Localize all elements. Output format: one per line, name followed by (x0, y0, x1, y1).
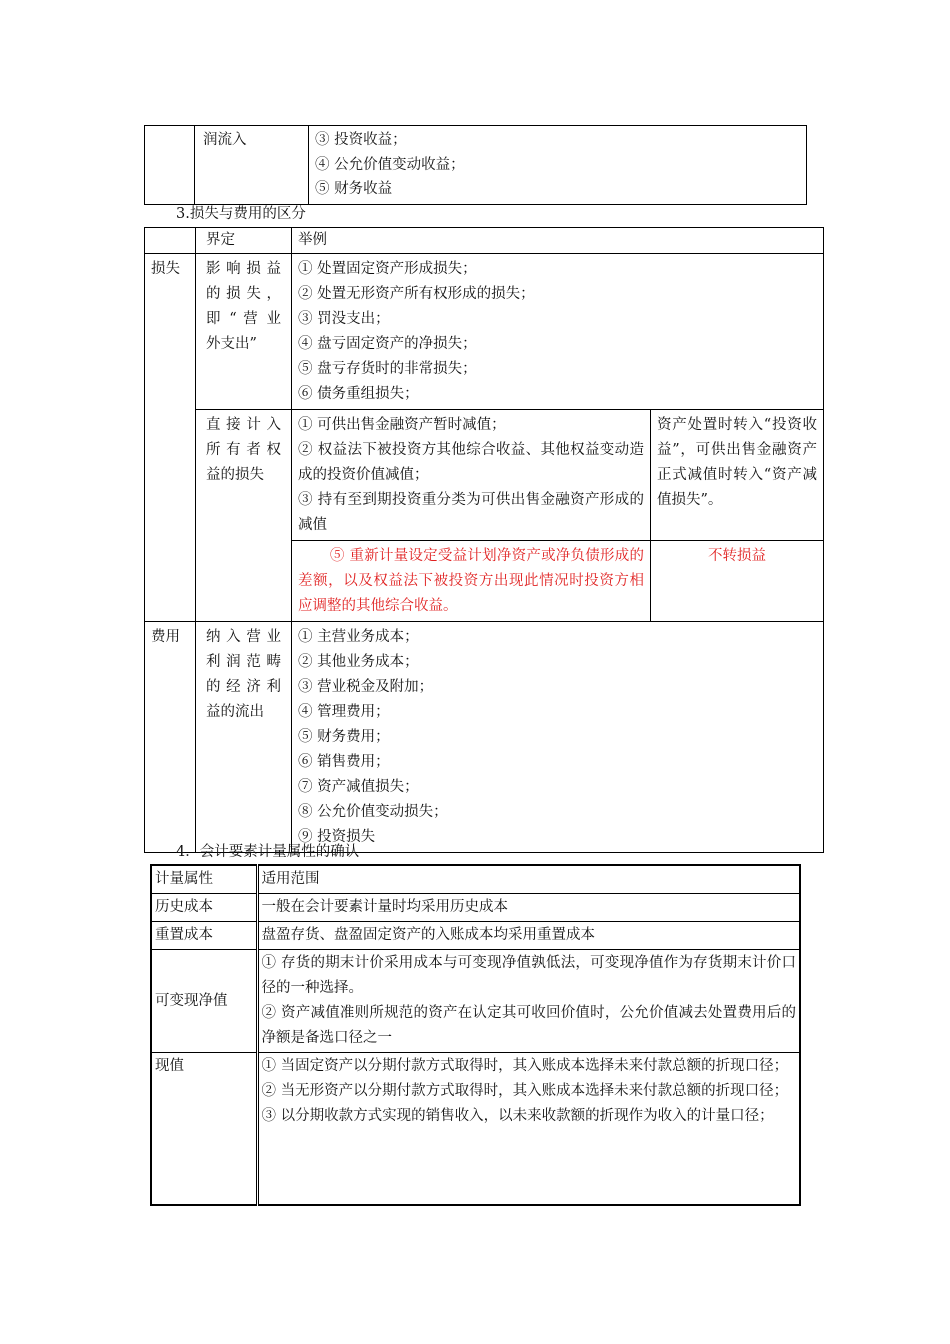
list-item: ② 其他业务成本； (298, 654, 419, 670)
table-row-name: 历史成本 (151, 894, 257, 922)
list-item: ③ 营业税金及附加； (298, 679, 434, 695)
table-row-text: ① 存货的期末计价采用成本与可变现净值孰低法，可变现净值作为存货期末计价口径的一种选择。 ② 资产减值准则所规范的资产在认定其可收回价值时，公允价值减去处置费用后的净额是备选口径之一 (257, 950, 800, 1053)
list-item: ⑤ 盘亏存货时的非常损失； (298, 361, 477, 377)
list-item: ⑥ 销售费用； (298, 754, 390, 770)
table-row-text: 一般在会计要素计量时均采用历史成本 (257, 894, 800, 922)
header-cell: 计量属性 (151, 865, 257, 894)
list-item: ① 主营业务成本； (298, 629, 419, 645)
loss-red-note: 不转损益 (651, 541, 824, 622)
table-row-name: 现值 (151, 1053, 257, 1205)
list-item: ⑤ 财务收益 (315, 181, 393, 197)
list-item: ⑥ 债务重组损失； (298, 386, 419, 402)
table-measurement-attributes (150, 864, 801, 1206)
loss-definition-2: 直 接 计 入 所 有 者 权 益的损失 (196, 410, 292, 622)
table-row-text: 盘盈存货、盘盈固定资产的入账成本均采用重置成本 (257, 922, 800, 950)
table-income-continuation (144, 125, 807, 205)
loss-red-example: ⑤ 重新计量设定受益计划净资产或净负债形成的差额，以及权益法下被投资方出现此情况时投资方相应调整的其他综合收益。 (292, 541, 651, 622)
expense-category: 费用 (145, 622, 196, 853)
list-item: ⑤ 财务费用； (298, 729, 390, 745)
list-item: ③ 持有至到期投资重分类为可供出售金融资产形成的减值 (298, 492, 644, 533)
header-cell: 界定 (196, 228, 292, 254)
section4-heading: 4．会计要素计量属性的确认 (176, 844, 360, 860)
table-row-name: 可变现净值 (151, 950, 257, 1053)
loss-definition-1: 影 响 损 益 的 损 失 ， 即 “ 营 业 外支出” (196, 254, 292, 410)
list-item: ② 处置无形资产所有权形成的损失； (298, 286, 535, 302)
list-item: ④ 管理费用； (298, 704, 390, 720)
section3-heading: 3.损失与费用的区分 (176, 206, 306, 222)
list-item: ③ 投资收益； (315, 132, 407, 148)
table-row-name: 重置成本 (151, 922, 257, 950)
list-item: ④ 盘亏固定资产的净损失； (298, 336, 477, 352)
expense-definition: 纳 入 营 业 利 润 范 畴 的 经 济 利 益的流出 (196, 622, 292, 853)
list-item: ⑧ 公允价值变动损失； (298, 804, 448, 820)
table-row-text: ① 当固定资产以分期付款方式取得时，其入账成本选择未来付款总额的折现口径； ② 当无形资产以分期付款方式取得时，其入账成本选择未来付款总额的折现口径； ③ 以分期收款方式实现的销售收入，以未来收款额的折现作为收入的计量口径； (257, 1053, 800, 1205)
list-item: ① 处置固定资产形成损失； (298, 261, 477, 277)
expense-examples (292, 622, 824, 853)
table-loss-vs-expense (144, 227, 824, 853)
loss-note: 资产处置时转入“投资收益”，可供出售金融资产正式减值时转入“资产减值损失”。 (651, 410, 824, 541)
loss-examples-1 (292, 254, 824, 410)
list-item: ② 权益法下被投资方其他综合收益、其他权益变动造成的投资价值减值； (298, 442, 644, 483)
loss-examples-2 (292, 410, 651, 541)
table1-label: 润流入 (195, 126, 309, 205)
header-cell: 适用范围 (257, 865, 800, 894)
list-item: ⑦ 资产减值损失； (298, 779, 419, 795)
list-item: ④ 公允价值变动收益； (315, 156, 465, 173)
table1-items (309, 126, 807, 205)
loss-category: 损失 (145, 254, 196, 622)
list-item: ③ 罚没支出； (298, 311, 390, 327)
list-item: ① 可供出售金融资产暂时减值； (298, 417, 506, 433)
header-cell (145, 228, 196, 254)
list-item: ⑨ 投资损失 (298, 829, 376, 845)
header-cell: 举例 (292, 228, 824, 254)
table1-empty-cell (145, 126, 195, 205)
